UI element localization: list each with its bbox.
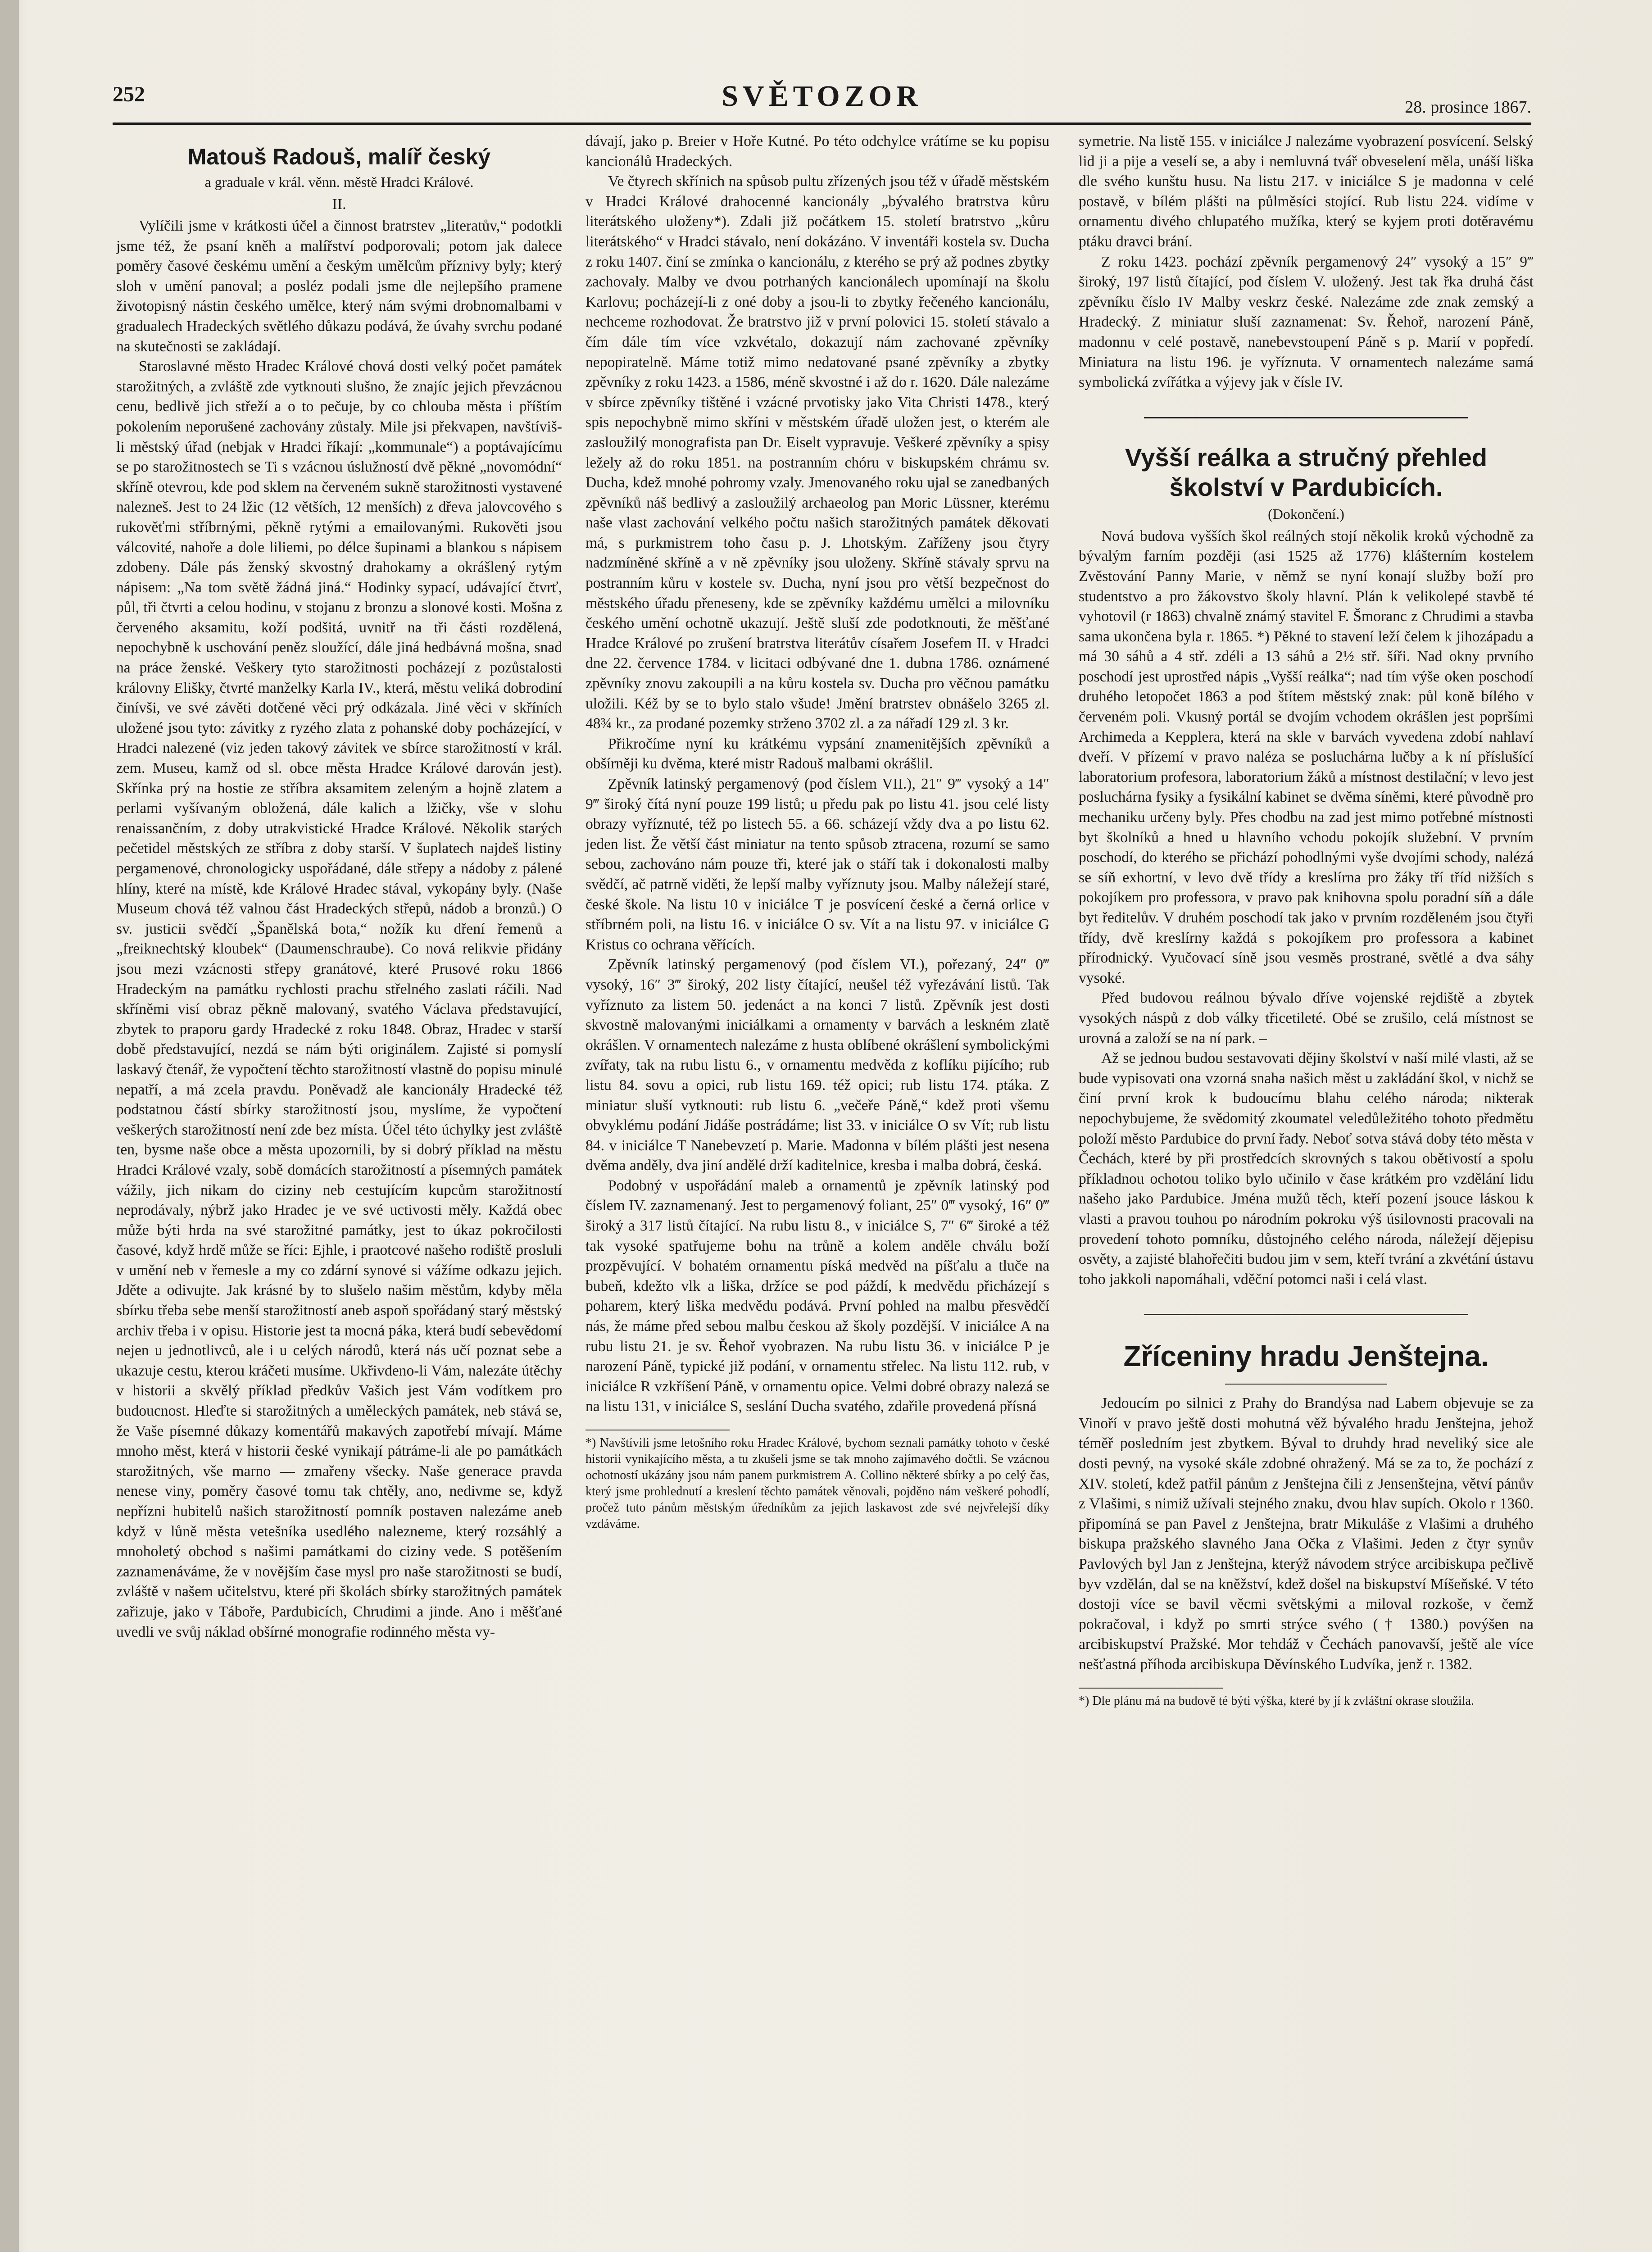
journal-title: SVĚTOZOR xyxy=(722,80,922,113)
article-paragraph: Před budovou reálnou bývalo dříve vojenské rejdiště a zbytek vysokých náspů z dob války třicetileté. Obé se zrušilo, celá místnost se urovná a založí se na ní park. – xyxy=(1079,990,1534,1047)
article-title-radous: Matouš Radouš, malíř český xyxy=(187,144,491,169)
column-middle xyxy=(585,132,1049,1532)
article-subtitle-radous: a graduale v král. věnn. městě Hradci Králové. xyxy=(204,174,474,190)
column-left xyxy=(116,132,562,1642)
article-separator xyxy=(1144,1314,1468,1315)
article-paragraph: Zpěvník latinský pergamenový (pod číslem VI.), pořezaný, 24″ 0‴ vysoký, 16″ 3‴ široký, 202 listy čítající, neušel též vyřezávání listů. Tak vyříznuto za listem 50. jedenáct a na konci 7 listů. Zpěvník jest dosti skvostně malovanými iniciálkami a ornamenty v barvách a leskném zlatě okrášlen. V ornamentech nalezáme z husta oblíbené okrášlení symbolickými zvířaty, tak na rubu listu 6., v ornamentu medvěda z koflíku pijícího; rub listu 84. sovu a opici, rub listu 169. též opici; rub listu 174. ptáka. Z miniatur sluší vytknouti: rub listu 6. „večeře Páně,“ kdež proti všemu obvyklému podání Jidáše postrádáme; list 33. v iniciálce O sv Vít; rub listu 84. v iniciálce T Nanebevzetí p. Marie. Madonna v bílém plášti jest nesena dvěma anděly, dva jiní andělé drží kaditelnice, kresba i malba dobrá, česká. xyxy=(585,956,1049,1174)
article-paragraph: Podobný v uspořádání maleb a ornamentů je zpěvník latinský pod číslem IV. zaznamenaný. Jest to pergamenový foliant, 25″ 0‴ vysoký, 16″ 0‴ široký a 317 listů čítající. Na rubu listu 8., v iniciálce S, 7″ 6‴ široké a též tak vysoké spatřujeme bohu na trůně a kolem anděle chválu boží prozpěvující. V bohatém ornamentu píská medvěd na píšťalu a tluče na bubeň, kdežto vlk a liška, držíce se pod páždí, k medvědu přicházejí s poharem, který liška medvědu podává. První pohled na malbu přesvědčí nás, že máme před sebou malbu českou až školy pozdější. V iniciálce A na rubu listu 21. je sv. Řehoř vyobrazen. Na rubu listu 36. v iniciálce P je narození Páně, typické již podání, v ornamentu střelec. Na listu 112. rub, v iniciálce R vzkříšení Páně, v ornamentu opice. Velmi dobré obrazy nalezá se na listu 131, v iniciálce S, seslání Ducha svatého, zdařile provedená přísná xyxy=(585,1177,1049,1415)
article-paragraph: Ve čtyrech skřínich na spůsob pultu zřízených jsou též v úřadě městském v Hradci Králové drahocenné kancionály „bývalého bratrstva kůru literátského uloženy*). Zdali již počátkem 15. století bratrstvo „kůru literátského“ v Hradci stávalo, není dokázáno. V inventáři kostela sv. Ducha z roku 1407. činí se zmínka o kancionálu, z kterého se prý až podnes zbytky zachovaly. Malby ve dvou potrhaných kancionálech upomínají na školu Karlovu; pocházejí-li z oné doby a jsou-li to zbytky řečeného kancionálu, nechceme rozhodovat. Že bratrstvo již v první polovici 15. století stávalo a čím dále tím více vzkvétalo, dokazují nám zachované zpěvníky nepopiratelně. Máme totiž mimo nedatované psané zpěvníky a zbytky zpěvníky z roku 1423. a 1586, méně skvostné i až do r. 1620. Dále nalezáme v sbírce zpěvníky tištěné i vzácné prvotisky jako Vita Christi 1478., který spis nepochybně mimo skříni v městském úřadě uložen jest, o kterém ale zasloužilý monografista pan Dr. Eiselt vypravuje. Veškeré zpěvníky a spisy ležely až do roku 1851. na postranním chóru v biskupském chrámu sv. Ducha, kdež mnohé pohromy vzaly. Jmenovaného roku ujal se zanedbaných zpěvníků náš bedlivý a zasloužilý archaeolog pan Moric Lüssner, kterému naše vlast zachování velkého počtu našich starožitných památek děkovati má, s purkmistrem toho času p. J. Lhotským. Zaříženy jsou čtyry nadzmíněné skříně a v ně zpěvníky jsou uloženy. Skříně stávaly sprvu na postranním kůru v kostele sv. Ducha, nyní jsou pro větší bezpečnost do městského úřadu přeneseny, kde se zpěvníky každému umělci a milovníku českého umění ochotně ukazují. Ještě sluší zde podotknouti, že měšťané Hradce Králové po zrušení bratrstva literátův císařem Josefem II. v Hradci dne 22. července 1784. v licitaci odbývané dne 1. dubna 1786. oznámené zpěvníky znovu zakoupili a na kůru kostela sv. Ducha pro věčnou památku uložili. Kéž by se to bylo stalo všude! Jmění bratrstev obnášelo 3265 zl. 48¾ kr., za prodané pozemky strženo 3702 zl. a za nářadí 129 zl. 3 kr. xyxy=(585,173,1050,732)
column-right xyxy=(1079,132,1534,1709)
footnote-rule xyxy=(1079,1688,1223,1689)
page-number: 252 xyxy=(113,82,145,106)
article-paragraph: dávají, jako p. Breier v Hoře Kutné. Po této odchylce vrátíme se ku popisu kancionálů Hradeckých. xyxy=(585,133,1049,170)
article-paragraph: Přikročíme nyní ku krátkému vypsání znamenitějších zpěvníků a obšírněji ku dvěma, které mistr Radouš malbami okrášlil. xyxy=(585,735,1049,772)
article-subtitle-realka: (Dokončení.) xyxy=(1268,505,1344,522)
title-underline xyxy=(1225,1384,1387,1385)
article-paragraph: Z roku 1423. pochází zpěvník pergamenový 24″ vysoký a 15″ 9‴ široký, 197 listů čítající, pod číslem V. uložený. Jest tak řka druhá část zpěvníku číslo IV Malby veskrz české. Nalezáme zde znak zemský a Hradecký. Z miniatur sluší zaznamenat: Sv. Řehoř, narození Páně, madonnu v celé postavě, nanebevstoupení Páně s p. Marií v popředí. Miniatura na listu 196. je vyříznuta. V ornamentech nalezáme samá symbolická zvířátka a výjevy jak v čísle IV. xyxy=(1079,253,1534,391)
article-part-number: II. xyxy=(332,196,346,213)
article-paragraph: Jedoucím po silnici z Prahy do Brandýsa nad Labem objevuje se za Vinoří v pravo ještě dosti mohutná věž bývalého hradu Jenštejna, jehož téměř posledním jest zbytkem. Býval to druhdy hrad neveliký sice ale dosti pevný, na vysoké skále zdobné ohražený. Má se za to, že pochází z XIV. století, kdež patřil pánům z Jenštejna čili z Jensenštejna, větví pánův z Vlašimi, s nimiž užívali stejného znaku, dvou hlav supích. Okolo r 1360. připomíná se pan Pavel z Jenštejna, bratr Mikuláše z Vlašimi a druhého biskupa pražského slavného Jana Očka z Vlašimi. Jeden z čtyr synův Pavlových byl Jan z Jenštejna, kterýž návodem strýce arcibiskupa pečlivě byv vzdělán, dal se na kněžství, kdež došel na biskupství Míšeňské. V této dostoji více se bavil věcmi světskými a miloval rozkoše, v čemž pokračoval, i když po smrti strýce svého († 1380.) povýšen na arcibiskupství Pražské. Mor tehdáž v Čechách panovavší, ještě ale více nešťastná příhoda arcibiskupa Děvínského Ludvíka, jenž r. 1382. xyxy=(1079,1395,1534,1673)
page-header xyxy=(113,82,1531,123)
footnote: *) Navštívili jsme letošního roku Hradec Králové, bychom seznali památky tohoto v české historii vynikajícího města, a tu zkušeli jsme se tak mnoho zajímavého dočtli. Se vzácnou ochotností ukázány jsou nám panem purkmistrem A. Collino některé sbírky a po celý čas, který jsme prohlednutí a kreslení těchto památek věnovali, pojděno nám veškeré pohodlí, pročež tuto pánům městským úředníkům za jejich laskavost zde své nejvřelejší díky vzdáváme. xyxy=(585,1436,1049,1531)
page-binding-edge xyxy=(0,0,19,2252)
article-title-jenstejn: Zříceniny hradu Jenštejna. xyxy=(1123,1340,1489,1373)
article-paragraph: Vylíčili jsme v krátkosti účel a činnost bratrstev „literatův,“ podotkli jsme též, že psaní kněh a malířství podporovali; potom jak dalece poměry časové českému umění a českým umělcům příznivy byly; který sloh v umění panoval; a posléz podali jsme dle nejlepšího pramene životopisný nástin českého umělce, který nám svými drobnomalbami v gradualech Hradeckých světlého důkazu podává, že úvahy svrchu podané na skutečnosti se zakládají. xyxy=(116,218,562,355)
article-paragraph: Zpěvník latinský pergamenový (pod číslem VII.), 21″ 9‴ vysoký a 14″ 9‴ široký čítá nyní pouze 199 listů; u předu pak po listu 41. jsou celé listy obrazy vyříznuté, též po listech 55. a 66. scházejí vždy dva a po listu 62. jeden list. Že větší část miniatur na tento spůsob ztracena, rozumí se samo sebou, zachováno nám pouze tři, které jak o stáří tak i dokonalosti malby svědčí, ač patrně viděti, že lepší malby vyříznuty jsou. Malby náležejí staré, české škole. Na listu 10 v iniciálce T je posvícení české a černá orlice v stříbrném poli, na listu 16. v iniciálce O sv. Vít a na listu 97. v iniciálce G Kristus co ochrana věřících. xyxy=(585,776,1049,953)
article-paragraph: Staroslavné město Hradec Králové chová dosti velký počet památek starožitných, a zvláště zde vytknouti slušno, že znajíc jejich převzácnou cenu, bedlivě jich střeží a o to pečuje, by co chlouba města i příštím pokolením neporušené zachovány zůstaly. Mile jsi překvapen, navštíviš-li městský úřad (nebjak v Hradci říkají: „kommunale“) a poptávajícímu se po starožitnostech se Ti s vzácnou úslužností dvě pěkné „novomódní“ skříně otevrou, kde pod sklem na červeném sukně starožitnosti vystavené nalezneš. Jest to 24 lžic (12 větších, 12 menších) z dřeva jalovcového s rukověťmi stříbrnými, pěkně rytými a emailovanými. Rukověti jsou válcovité, nahoře a dole liliemi, po délce šupinami a blankou s nápisem zdobeny. Dále pás ženský skvostný drahokamy a okrášlený rytým nápisem: „Na tom světě žádná jiná.“ Hodinky sypací, udávající čtvrť, půl, tři čtvrti a celou hodinu, v stojanu z bronzu a slonové kosti. Mošna z červeného aksamitu, koží podšitá, uvnitř na tři části rozdělená, nepochybně k uschování peněz sloužící, dále jiná hedbávná mošna, snad na práce ženské. Veškery tyto starožitnosti pocházejí z pozůstalosti královny Elišky, čtvrté manželky Karla IV., která, městu veliká dobrodiní činívši, ve své závěti dotčené věci prý odkázala. Jiné věci v skříních uložené jsou tyto: závitky z ryzého zlata z pohanské doby pocházející, v Hradci nalezené (viz jeden takový závitek ve sbírce starožitností v král. zem. Museu, kamž od sl. obce města Hradce Králové darován jest). Skřínka prý na hostie ze stříbra aksamitem zeleným a hojně zlatem a perlami vyšívaným obložená, dále kalich a lžičky, vše v slohu renaissančním, z doby utrakvistické Hradce Králové. Několik starých pečetidel městských ze stříbra z doby starší. V šuplatech najdeš listiny pergamenové, chronologicky uspořádané, dále střepy a nádoby z pálené hlíny, které na místě, kde Králové Hradec stával, vykopány byly. (Naše Museum chová též valnou část Hradeckých střepů, nádob a bronzů.) O sv. justicii svědčí „Španělská bota,“ nožík ku dření řemenů a „freiknechtský kloubek“ (Daumenschraube). Co nová relikvie přidány jsou mezi vzácnosti střepy granátové, které Prusové roku 1866 Hradeckým na památku rychlosti prachu střelného zaslati ráčili. Nad skříněmi visí obraz pěkně malovaný, svatého Václava představující, zbytek to praporu gardy Hradecké z roku 1848. Obraz, Hradec v starší době představující, nezdá se nám býti originálem. Zajisté si pomyslí laskavý čtenář, že vypočtení těchto starožitností vlastně do popisu minulé nepatří, a má zcela pravdu. Poněvadž ale kancionály Hradecké též podstatnou částí sbírky starožitností jsou, myslíme, že vypočtení veškerých starožitností není zde bez místa. Účel této úchylky jest zvláště ten, bysme naše obce a města upozornili, by si dobrý příklad na městu Hradci Králové vzaly, sobě domácích starožitností a písemných památek vážily, jich nikam do ciziny neb cestujícím kupcům starožitností neprodávaly, nýbrž jako Hradec je ve své uctivosti měly. Každá obec může býti hrda na své starožitné památky, jest to úkaz pokročilosti časové, když hrdě může se říci: Ejhle, i praotcové našeho rodiště prosluli v umění neb v řemesle a my co zdární synové si vážíme odkazu jejich. Jděte a odivujte. Jak krásné by to slušelo našim městům, kdyby měla sbírku třeba sebe menší starožitností aneb aspoň spořádaný starý městský archiv třeba i v opisu. Historie jest ta mocná páka, která budí sebevědomí nejen u jednotlivců, ale i u celých národů, která nás učí poznat sebe a ukazuje cestu, kterou kráčeti musíme. Ukřivdeno-li Vám, nalezáte útěchy v historii a skvělý příklad předkův Vašich jest Vám vodítkem pro budoucnost. Hleďte si starožitných a uměleckých památek, neb stává se, že Vaše písemné důkazy komentářů makavých zapotřebí mívají. Máme mnoho měst, která v historii české vynikají pátráme-li ale po památkách starožitných, vše marno — zmařeny všecky. Naše generace pravda nenese viny, poměry časové tomu tak chtěly, ano, nedivme se, když nepřízni hubitelů našich starožitností pomník postaven nalezáme aneb když v lůně města vetešníka usedlého nalezneme, který rozsáhlý a mnoholetý obchod s našimi památkami do ciziny vede. S potěšením zaznamenáváme, že v novějším čase mysl pro naše starožitnosti se budí, zvláště v našem učitelstvu, které při školách sbírky starožitných památek zařizuje, jako v Táboře, Pardubicích, Chrudimi a jinde. Ano i měšťané uvedli ve svůj náklad obšírné monografie rodinného města vy- xyxy=(116,358,562,1640)
article-separator xyxy=(1144,417,1468,418)
footnote: *) Dle plánu má na budově té býti výška, které by jí k zvláštní okrase sloužila. xyxy=(1079,1694,1474,1708)
article-paragraph: Až se jednou budou sestavovati dějiny školství v naší milé vlasti, až se bude vypisovati ona vzorná snaha našich měst u zakládání škol, v nichž se činí první krok k budoucímu blahu celého národa; nikterak nepochybujeme, že svědomitý zkoumatel veledůležitého tohoto předmětu položí město Pardubice do první řady. Neboť sotva stává doby této města v Čechách, které by při prostředcích skrovných s takou obětivostí a spolu příkladnou ochotou toliko bylo učinilo v čase krátkém pro vzdělání lidu našeho jako Pardubice. Jména mužů těch, kteří pození jsouce láskou k vlasti a pravou touhou po národním pokroku výš úsilovnosti pracovali na provedení tohoto pomníku, důstojného celého národa, náležejí dějepisu osvěty, a zajisté blahořečiti budou jim v sem, kteří tvrání a zkvétání ústavu toho jakkoli napomáhali, vděční potomci naši i celá vlast. xyxy=(1079,1050,1534,1288)
issue-date: 28. prosince 1867. xyxy=(1405,98,1531,117)
article-paragraph: Nová budova vyšších škol reálných stojí několik kroků východně za bývalým farním později (asi 1525 až 1776) klášterním kostelem Zvěstování Panny Marie, v němž se nyní konají služby boží pro studentstvo a pro žákovstvo školy hlavní. Plán k velikolepé stavbě té vyhotovil (r 1863) chvalně známý stavitel F. Šmoranc z Chrudimi a stavba sama ukončena byla r. 1865. *) Pěkné to stavení leží čelem k jihozápadu a má 30 sáhů a 4 stř. zdéli a 13 sáhů a 2½ stř. šíři. Nad okny prvního poschodí jest uprostřed nápis „Vyšší reálka“; nad tím výše oken poschodí druhého letopočet 1863 a pod štítem městský znak: půl koně bílého v červeném poli. Vkusný portál se dvojím vchodem okrášlen jest popršími Archimeda a Kepplera, která na skle v barvách vyvedena zdobí nahlaví dveří. V přízemí v pravo naléza se posluchárna lučby a k ní příslušící laboratorium profesora, laboratorium žáků a místnost destilační; v levo jest posluchárna fysiky a fysikální kabinet se dvěma síněmi, které původně pro mechaniku určeny byly. Přes chodbu na zad jest mimo potřebné místnosti byt školníků a hned u hlavního vchodu pokojík služební. V prvním poschodí, do kterého se přichází pohodlnými vyše dvojími schody, nalézá se síň exhortní, v levo dvě třídy a kreslírna pro žáky tří tříd nižších s pokojíkem pro professora, v pravo pak knihovna spolu poradní síň a dále byt ředitelův. V druhém poschodí tak jako v prvním rozděleném jsou čtyři třídy, dvě kreslírny každá s pokojíkem pro professora a kabinet přírodnický. Vyučovací síně jsou vesměs prostrané, světlé a dva sáhy vysoké. xyxy=(1079,527,1534,986)
header-rule xyxy=(113,123,1531,125)
article-paragraph: symetrie. Na listě 155. v iniciálce J nalezáme vyobrazení posvícení. Selský lid ji a pije a veselí se, a aby i nemluvná tvář obveselení měla, unáší liška dle svého kunštu husu. Na listu 217. v iniciálce S je madonna v celé postavě, v bílém plášti na půlměsíci stojící. Rub listu 224. vidíme v ornamentu divého chlupatého mužíka, který se kyjem proti dotěravému ptáku dravci brání. xyxy=(1079,133,1534,250)
article-title-realka: Vyšší reálka a stručný přehled školství v Pardubicích. xyxy=(1125,443,1488,501)
